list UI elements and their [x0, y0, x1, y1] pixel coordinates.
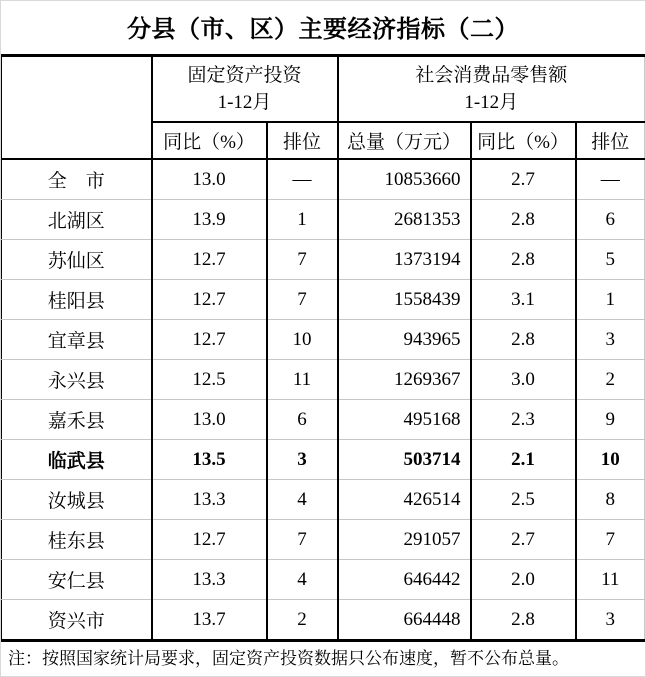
retail-total-cell: 10853660 — [338, 159, 471, 200]
table-row — [2, 360, 645, 400]
table-row — [2, 480, 645, 520]
group-header-retail-sales — [338, 56, 645, 123]
retail-rank-cell: — — [576, 159, 645, 200]
region-cell: 临武县 — [2, 440, 152, 480]
fai-yoy-cell: 13.0 — [152, 400, 267, 440]
retail-yoy-cell: 3.0 — [471, 360, 576, 400]
fai-rank-cell: 7 — [267, 520, 338, 560]
table-row — [2, 560, 645, 600]
fai-rank-cell: 4 — [267, 480, 338, 520]
column-header-fai-yoy: 同比（%） — [152, 122, 267, 159]
retail-total-cell: 426514 — [338, 480, 471, 520]
table-row — [2, 520, 645, 560]
retail-rank-cell: 10 — [576, 440, 645, 480]
fai-yoy-cell: 12.7 — [152, 280, 267, 320]
fai-yoy-cell: 12.7 — [152, 320, 267, 360]
retail-total-cell: 943965 — [338, 320, 471, 360]
column-header-fai-rank: 排位 — [267, 122, 338, 159]
retail-yoy-cell: 2.8 — [471, 600, 576, 641]
region-cell: 嘉禾县 — [2, 400, 152, 440]
retail-rank-cell: 3 — [576, 600, 645, 641]
fai-rank-cell: 11 — [267, 360, 338, 400]
fai-yoy-cell: 12.5 — [152, 360, 267, 400]
retail-yoy-cell: 2.7 — [471, 520, 576, 560]
column-header-retail-yoy: 同比（%） — [471, 122, 576, 159]
fai-rank-cell: — — [267, 159, 338, 200]
retail-rank-cell: 8 — [576, 480, 645, 520]
retail-rank-cell: 3 — [576, 320, 645, 360]
retail-total-cell: 646442 — [338, 560, 471, 600]
table-row — [2, 159, 645, 200]
group-period-retail-sales: 1-12月 — [464, 92, 519, 113]
retail-total-cell: 1269367 — [338, 360, 471, 400]
retail-total-cell: 1558439 — [338, 280, 471, 320]
retail-rank-cell: 5 — [576, 240, 645, 280]
table-row — [2, 600, 645, 641]
indicators-table — [1, 54, 645, 642]
retail-yoy-cell: 3.1 — [471, 280, 576, 320]
region-cell: 汝城县 — [2, 480, 152, 520]
corner-cell — [2, 56, 152, 160]
region-cell: 桂阳县 — [2, 280, 152, 320]
fai-yoy-cell: 12.7 — [152, 240, 267, 280]
region-cell: 全 市 — [2, 159, 152, 200]
region-cell: 苏仙区 — [2, 240, 152, 280]
table-row — [2, 320, 645, 360]
fai-yoy-cell: 13.3 — [152, 480, 267, 520]
fai-yoy-cell: 13.0 — [152, 159, 267, 200]
group-period-fixed-investment: 1-12月 — [217, 92, 272, 113]
fai-rank-cell: 6 — [267, 400, 338, 440]
region-cell: 宜章县 — [2, 320, 152, 360]
fai-yoy-cell: 13.7 — [152, 600, 267, 641]
region-cell: 北湖区 — [2, 200, 152, 240]
group-header-row — [2, 56, 645, 123]
table-body — [2, 159, 645, 641]
fai-rank-cell: 4 — [267, 560, 338, 600]
table-row — [2, 200, 645, 240]
retail-total-cell: 495168 — [338, 400, 471, 440]
fai-yoy-cell: 12.7 — [152, 520, 267, 560]
page-title: 分县（市、区）主要经济指标（二） — [127, 15, 519, 43]
fai-rank-cell: 10 — [267, 320, 338, 360]
retail-rank-cell: 6 — [576, 200, 645, 240]
retail-yoy-cell: 2.1 — [471, 440, 576, 480]
region-cell: 资兴市 — [2, 600, 152, 641]
retail-rank-cell: 2 — [576, 360, 645, 400]
group-header-fixed-investment — [152, 56, 338, 123]
fai-yoy-cell: 13.3 — [152, 560, 267, 600]
fai-rank-cell: 3 — [267, 440, 338, 480]
retail-rank-cell: 9 — [576, 400, 645, 440]
retail-yoy-cell: 2.0 — [471, 560, 576, 600]
region-cell: 桂东县 — [2, 520, 152, 560]
table-row — [2, 240, 645, 280]
retail-total-cell: 664448 — [338, 600, 471, 641]
retail-yoy-cell: 2.7 — [471, 159, 576, 200]
column-header-retail-total: 总量（万元） — [338, 122, 471, 159]
footnote: 注：按照国家统计局要求，固定资产投资数据只公布速度，暂不公布总量。 — [8, 649, 569, 669]
retail-rank-cell: 1 — [576, 280, 645, 320]
retail-total-cell: 2681353 — [338, 200, 471, 240]
region-cell: 安仁县 — [2, 560, 152, 600]
fai-rank-cell: 2 — [267, 600, 338, 641]
column-header-retail-rank: 排位 — [576, 122, 645, 159]
retail-yoy-cell: 2.8 — [471, 320, 576, 360]
fai-rank-cell: 7 — [267, 280, 338, 320]
fai-rank-cell: 1 — [267, 200, 338, 240]
retail-yoy-cell: 2.8 — [471, 200, 576, 240]
group-title-fixed-investment: 固定资产投资 — [187, 65, 302, 86]
retail-total-cell: 1373194 — [338, 240, 471, 280]
fai-yoy-cell: 13.9 — [152, 200, 267, 240]
retail-total-cell: 503714 — [338, 440, 471, 480]
table-row — [2, 280, 645, 320]
retail-rank-cell: 11 — [576, 560, 645, 600]
table-row — [2, 440, 645, 480]
fai-yoy-cell: 13.5 — [152, 440, 267, 480]
table-row — [2, 400, 645, 440]
fai-rank-cell: 7 — [267, 240, 338, 280]
retail-rank-cell: 7 — [576, 520, 645, 560]
retail-yoy-cell: 2.5 — [471, 480, 576, 520]
group-title-retail-sales: 社会消费品零售额 — [415, 65, 568, 86]
retail-yoy-cell: 2.3 — [471, 400, 576, 440]
retail-total-cell: 291057 — [338, 520, 471, 560]
region-cell: 永兴县 — [2, 360, 152, 400]
retail-yoy-cell: 2.8 — [471, 240, 576, 280]
